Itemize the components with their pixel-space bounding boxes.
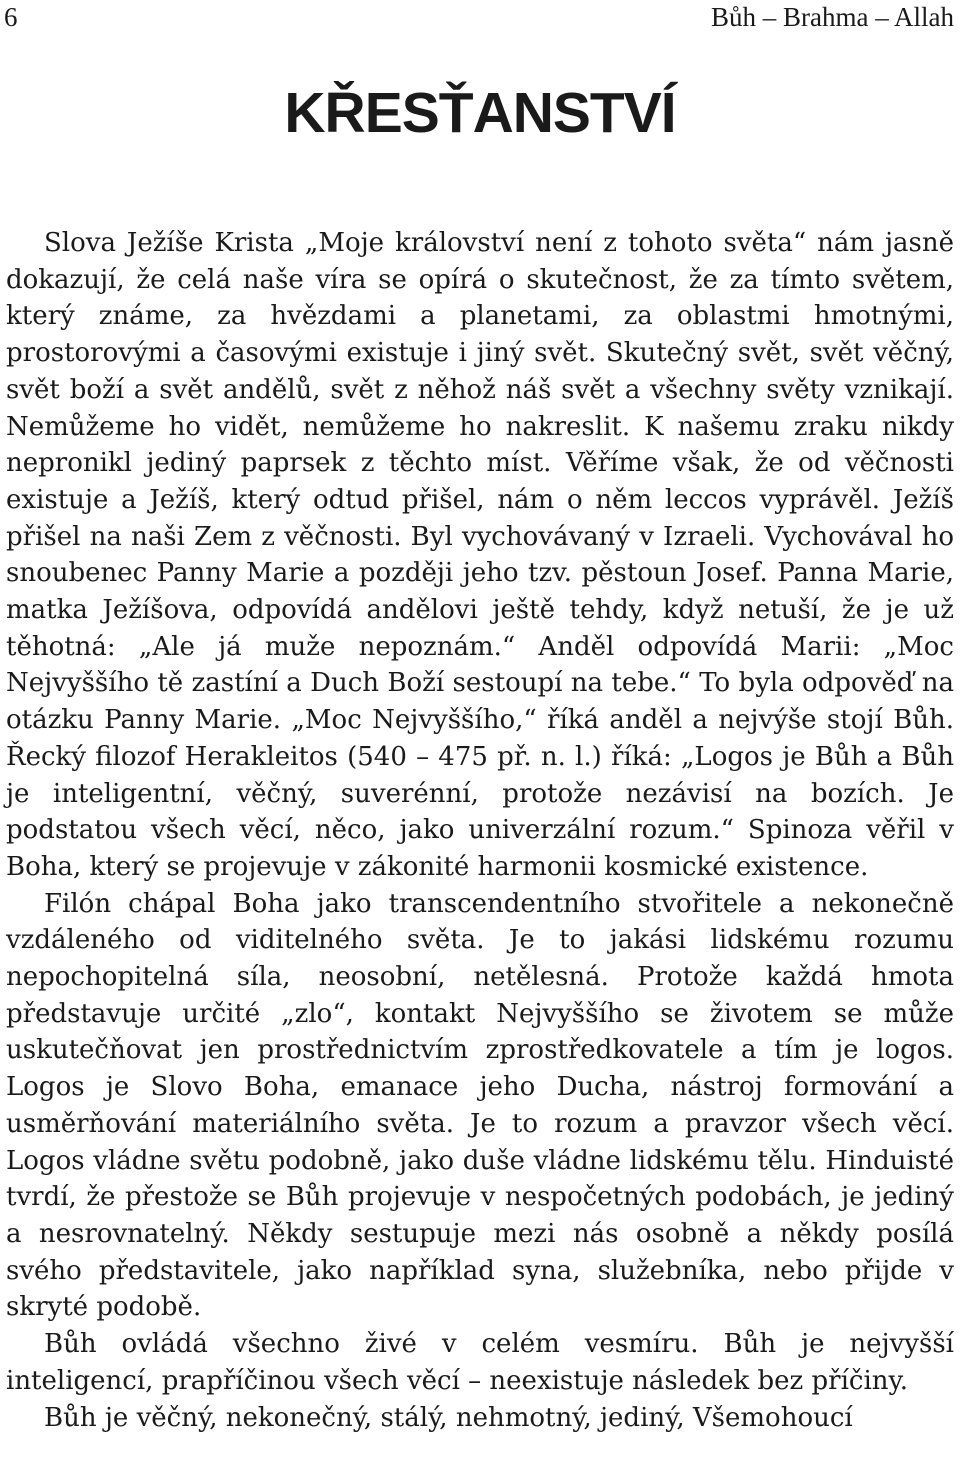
paragraph-2: Filón chápal Boha jako transcendentního stvořitele a nekonečně vzdáleného od viditelného světa. Je to jakási lidskému rozumu nepochopitelná síla, neosobní, netělesná. Protože každá hmota představuje určité „zlo“, kontakt Nejvyššího se životem se může uskutečňovat jen prostřednictvím zprostředkovatele a tím je logos. Logos je Slovo Boha, emanace jeho Ducha, nástroj formování a usměrňování materiálního světa. Je to rozum a pravzor všech věcí. Logos vládne světu podobně, jako duše vládne lidskému tělu. Hinduisté tvrdí, že přestože se Bůh projevuje v nespočetných podobách, je jediný a nesrovnatelný. Někdy sestupuje mezi nás osobně a někdy posílá svého představitele, jako například syna, služebníka, nebo přijde v skryté podobě. <box>6 888 954 1323</box>
page-number: 6 <box>4 2 18 32</box>
chapter-title: KŘESŤANSTVÍ <box>284 81 676 145</box>
paragraph-3: Bůh ovládá všechno živé v celém vesmíru. Bůh je nejvyšší inteligencí, prapříčinou všech věcí – neexistuje následek bez příčiny. <box>6 1329 954 1396</box>
paragraph-4: Bůh je věčný, nekonečný, stálý, nehmotný, jediný, Všemohoucí <box>44 1402 853 1433</box>
running-header <box>4 0 954 34</box>
paragraph-1: Slova Ježíše Krista „Moje království není z tohoto světa“ nám jasně dokazují, že celá naše víra se opírá o skutečnost, že za tímto světem, který známe, za hvězdami a planetami, za oblastmi hmotnými, prostorovými a časovými existuje i jiný svět. Skutečný svět, svět věčný, svět boží a svět andělů, svět z něhož náš svět a všechny světy vznikají. Nemůžeme ho vidět, nemůžeme ho nakreslit. K našemu zraku nikdy nepronikl jediný paprsek z těchto míst. Věříme však, že od věčnosti existuje a Ježíš, který odtud přišel, nám o něm leccos vyprávěl. Ježíš přišel na naši Zem z věčnosti. Byl vychovávaný v Izraeli. Vychovával ho snoubenec Panny Marie a později jeho tzv. pěstoun Josef. Panna Marie, matka Ježíšova, odpovídá andělovi ještě tehdy, když netuší, že je už těhotná: „Ale já muže nepoznám.“ Anděl odpovídá Marii: „Moc Nejvyššího tě zastíní a Duch Boží sestoupí na tebe.“ To byla odpověď na otázku Panny Marie. „Moc Nejvyššího,“ říká anděl a nejvýše stojí Bůh. Řecký filozof Herakleitos (540 – 475 př. n. l.) říká: „Logos je Bůh a Bůh je inteligentní, věčný, suverénní, protože nezávisí na bozích. Je podstatou všech věcí, něco, jako univerzální rozum.“ Spinoza věřil v Boha, který se projevuje v zákonité harmonii kosmické existence. <box>6 228 954 882</box>
running-title: Bůh – Brahma – Allah <box>711 2 954 32</box>
body-text <box>6 225 954 1436</box>
